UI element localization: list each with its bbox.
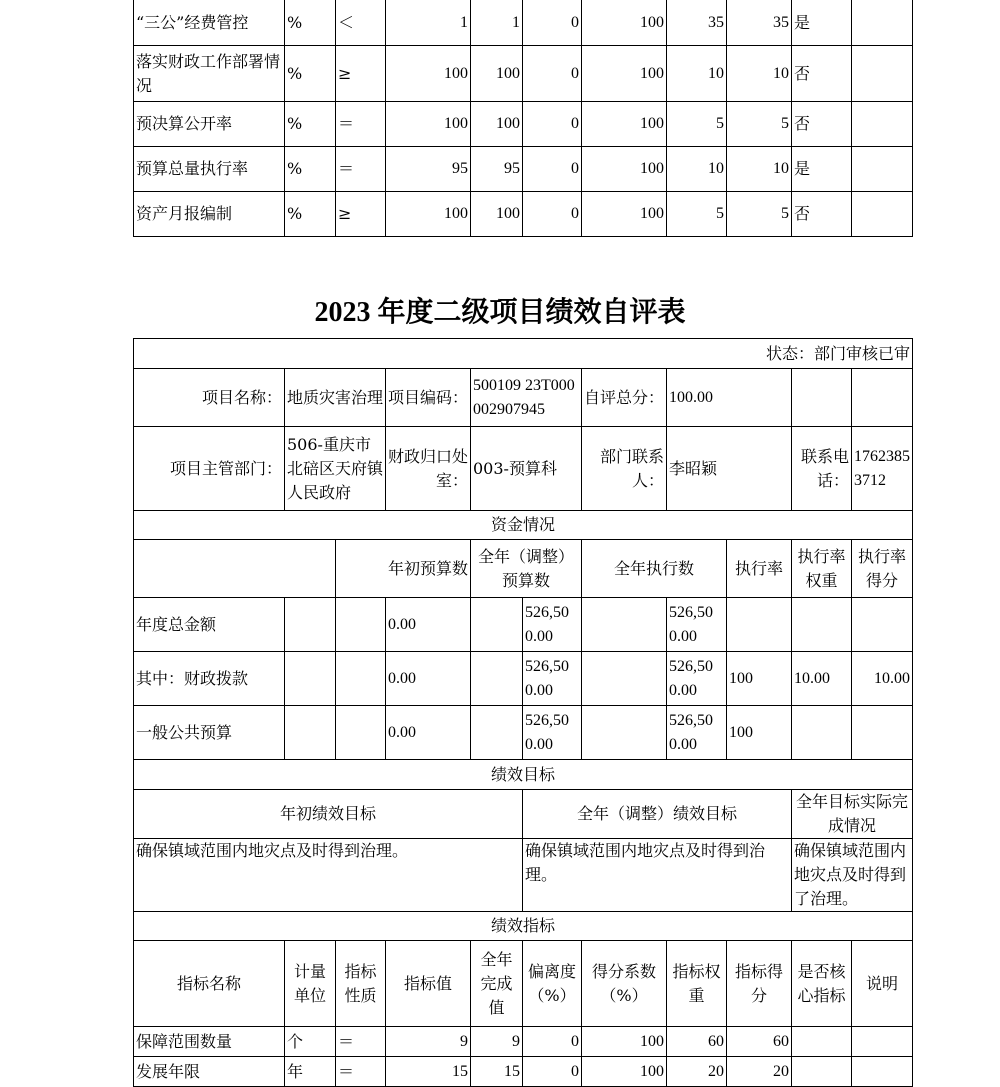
status-badge: 状态：部门审核已审 bbox=[134, 339, 913, 369]
funds-rate-score: 10.00 bbox=[852, 652, 913, 706]
indicator-score: 5 bbox=[727, 192, 792, 237]
indicator-coef: 100 bbox=[582, 46, 667, 102]
indicator-unit: % bbox=[285, 102, 336, 147]
funds-row-label: 其中：财政拨款 bbox=[134, 652, 285, 706]
funds-initial: 0.00 bbox=[386, 598, 471, 652]
funds-rate-score bbox=[852, 598, 913, 652]
table-row bbox=[134, 1027, 913, 1057]
contact-value: 李昭颖 bbox=[667, 427, 792, 511]
indicator-weight: 20 bbox=[667, 1057, 727, 1087]
ind-header-weight: 指标权重 bbox=[667, 941, 727, 1027]
empty-cell bbox=[852, 369, 913, 427]
indicator-unit: % bbox=[285, 0, 336, 46]
funds-adjusted: 526,500.00 bbox=[523, 652, 582, 706]
indicator-score: 35 bbox=[727, 0, 792, 46]
indicator-deviation: 0 bbox=[523, 102, 582, 147]
indicator-coef: 100 bbox=[582, 192, 667, 237]
table-row bbox=[134, 0, 913, 46]
indicator-name: 预决算公开率 bbox=[134, 102, 285, 147]
empty-cell bbox=[285, 706, 336, 760]
indicator-name: 预算总量执行率 bbox=[134, 147, 285, 192]
indicator-deviation: 0 bbox=[523, 1057, 582, 1087]
finance-office-value: 003-预算科 bbox=[471, 427, 582, 511]
funds-rate bbox=[727, 598, 792, 652]
indicator-core bbox=[792, 1057, 852, 1087]
ind-header-coef: 得分系数（%） bbox=[582, 941, 667, 1027]
empty-cell bbox=[285, 652, 336, 706]
project-code-label: 项目编码： bbox=[386, 369, 471, 427]
top-indicator-table bbox=[133, 0, 913, 237]
empty-cell bbox=[471, 598, 523, 652]
indicator-coef: 100 bbox=[582, 102, 667, 147]
funds-adjusted: 526,500.00 bbox=[523, 598, 582, 652]
indicator-value: 100 bbox=[386, 46, 471, 102]
indicator-core bbox=[792, 1027, 852, 1057]
goal-initial-text: 确保镇域范围内地灾点及时得到治理。 bbox=[134, 839, 523, 912]
empty-cell bbox=[792, 369, 852, 427]
funds-initial: 0.00 bbox=[386, 706, 471, 760]
goal-initial-label: 年初绩效目标 bbox=[134, 790, 523, 839]
indicator-score: 10 bbox=[727, 46, 792, 102]
indicator-coef: 100 bbox=[582, 1027, 667, 1057]
funds-executed: 526,500.00 bbox=[667, 706, 727, 760]
indicator-nature: ＝ bbox=[336, 147, 386, 192]
ind-header-value: 指标值 bbox=[386, 941, 471, 1027]
indicators-section-header: 绩效指标 bbox=[134, 912, 913, 941]
indicator-complete: 9 bbox=[471, 1027, 523, 1057]
indicator-weight: 60 bbox=[667, 1027, 727, 1057]
indicator-deviation: 0 bbox=[523, 147, 582, 192]
indicator-value: 9 bbox=[386, 1027, 471, 1057]
indicator-value: 100 bbox=[386, 102, 471, 147]
table-row bbox=[134, 706, 913, 760]
indicator-core: 否 bbox=[792, 102, 852, 147]
funds-executed: 526,500.00 bbox=[667, 598, 727, 652]
indicator-core: 否 bbox=[792, 46, 852, 102]
indicator-unit: % bbox=[285, 192, 336, 237]
indicator-name: 资产月报编制 bbox=[134, 192, 285, 237]
table-row bbox=[134, 46, 913, 102]
indicator-weight: 35 bbox=[667, 0, 727, 46]
indicator-note bbox=[852, 46, 913, 102]
ind-header-nature: 指标性质 bbox=[336, 941, 386, 1027]
project-name-value: 地质灾害治理 bbox=[285, 369, 386, 427]
goal-adjusted-label: 全年（调整）绩效目标 bbox=[523, 790, 792, 839]
funds-rate-weight: 10.00 bbox=[792, 652, 852, 706]
funds-row-label: 一般公共预算 bbox=[134, 706, 285, 760]
empty-cell bbox=[336, 598, 386, 652]
indicator-deviation: 0 bbox=[523, 1027, 582, 1057]
indicator-nature: ＝ bbox=[336, 1057, 386, 1087]
funds-header-rate: 执行率 bbox=[727, 540, 792, 598]
table-row bbox=[134, 147, 913, 192]
indicator-name: 保障范围数量 bbox=[134, 1027, 285, 1057]
empty-cell bbox=[582, 652, 667, 706]
ind-header-note: 说明 bbox=[852, 941, 913, 1027]
indicator-name: 落实财政工作部署情况 bbox=[134, 46, 285, 102]
indicator-deviation: 0 bbox=[523, 192, 582, 237]
indicator-coef: 100 bbox=[582, 0, 667, 46]
indicator-name: 发展年限 bbox=[134, 1057, 285, 1087]
indicator-weight: 10 bbox=[667, 147, 727, 192]
indicator-unit: 个 bbox=[285, 1027, 336, 1057]
goal-actual-label: 全年目标实际完成情况 bbox=[792, 790, 913, 839]
table-row bbox=[134, 1057, 913, 1087]
empty-cell bbox=[134, 540, 336, 598]
goal-actual-text: 确保镇域范围内地灾点及时得到了治理。 bbox=[792, 839, 913, 912]
phone-label: 联系电话： bbox=[792, 427, 852, 511]
indicator-nature: ＜ bbox=[336, 0, 386, 46]
indicator-deviation: 0 bbox=[523, 0, 582, 46]
empty-cell bbox=[336, 652, 386, 706]
funds-header-initial: 年初预算数 bbox=[336, 540, 471, 598]
indicator-note bbox=[852, 1057, 913, 1087]
indicator-unit: % bbox=[285, 46, 336, 102]
table-row bbox=[134, 102, 913, 147]
indicator-complete: 1 bbox=[471, 0, 523, 46]
funds-header-adjusted: 全年（调整）预算数 bbox=[471, 540, 582, 598]
empty-cell bbox=[336, 706, 386, 760]
ind-header-deviation: 偏离度（%） bbox=[523, 941, 582, 1027]
contact-label: 部门联系人： bbox=[582, 427, 667, 511]
page-title: 2023 年度二级项目绩效自评表 bbox=[314, 297, 686, 328]
indicator-coef: 100 bbox=[582, 1057, 667, 1087]
indicator-deviation: 0 bbox=[523, 46, 582, 102]
funds-header-rate-score: 执行率得分 bbox=[852, 540, 913, 598]
indicator-core: 否 bbox=[792, 192, 852, 237]
ind-header-score: 指标得分 bbox=[727, 941, 792, 1027]
project-name-label: 项目名称： bbox=[134, 369, 285, 427]
indicator-score: 10 bbox=[727, 147, 792, 192]
indicator-score: 5 bbox=[727, 102, 792, 147]
table-row bbox=[134, 192, 913, 237]
evaluation-table bbox=[133, 338, 913, 1087]
self-score-value: 100.00 bbox=[667, 369, 792, 427]
indicator-note bbox=[852, 192, 913, 237]
indicator-score: 20 bbox=[727, 1057, 792, 1087]
funds-initial: 0.00 bbox=[386, 652, 471, 706]
indicator-nature: ＝ bbox=[336, 102, 386, 147]
indicator-note bbox=[852, 147, 913, 192]
indicator-value: 15 bbox=[386, 1057, 471, 1087]
goal-adjusted-text: 确保镇域范围内地灾点及时得到治理。 bbox=[523, 839, 792, 912]
indicator-complete: 95 bbox=[471, 147, 523, 192]
funds-header-executed: 全年执行数 bbox=[582, 540, 727, 598]
indicator-note bbox=[852, 102, 913, 147]
ind-header-core: 是否核心指标 bbox=[792, 941, 852, 1027]
empty-cell bbox=[582, 598, 667, 652]
empty-cell bbox=[471, 706, 523, 760]
empty-cell bbox=[471, 652, 523, 706]
funds-rate-score bbox=[852, 706, 913, 760]
indicator-unit: 年 bbox=[285, 1057, 336, 1087]
funds-rate: 100 bbox=[727, 706, 792, 760]
goals-section-header: 绩效目标 bbox=[134, 760, 913, 790]
self-score-label: 自评总分： bbox=[582, 369, 667, 427]
indicator-note bbox=[852, 1027, 913, 1057]
indicator-coef: 100 bbox=[582, 147, 667, 192]
indicator-complete: 100 bbox=[471, 102, 523, 147]
indicator-weight: 5 bbox=[667, 102, 727, 147]
funds-adjusted: 526,500.00 bbox=[523, 706, 582, 760]
indicator-note bbox=[852, 0, 913, 46]
indicator-value: 1 bbox=[386, 0, 471, 46]
indicator-unit: % bbox=[285, 147, 336, 192]
indicator-name: “三公”经费管控 bbox=[134, 0, 285, 46]
indicator-complete: 100 bbox=[471, 46, 523, 102]
funds-executed: 526,500.00 bbox=[667, 652, 727, 706]
funds-rate-weight bbox=[792, 598, 852, 652]
dept-label: 项目主管部门： bbox=[134, 427, 285, 511]
empty-cell bbox=[582, 706, 667, 760]
indicator-core: 是 bbox=[792, 147, 852, 192]
phone-value: 17623853712 bbox=[852, 427, 913, 511]
funds-rate: 100 bbox=[727, 652, 792, 706]
ind-header-complete: 全年完成值 bbox=[471, 941, 523, 1027]
project-code-value: 500109 23T000002907945 bbox=[471, 369, 582, 427]
ind-header-unit: 计量单位 bbox=[285, 941, 336, 1027]
table-row bbox=[134, 652, 913, 706]
indicator-weight: 5 bbox=[667, 192, 727, 237]
funds-section-header: 资金情况 bbox=[134, 511, 913, 540]
funds-header-rate-weight: 执行率权重 bbox=[792, 540, 852, 598]
table-row bbox=[134, 598, 913, 652]
dept-value: 506-重庆市北碚区天府镇人民政府 bbox=[285, 427, 386, 511]
empty-cell bbox=[285, 598, 336, 652]
indicator-complete: 15 bbox=[471, 1057, 523, 1087]
ind-header-name: 指标名称 bbox=[134, 941, 285, 1027]
indicator-value: 95 bbox=[386, 147, 471, 192]
indicator-value: 100 bbox=[386, 192, 471, 237]
indicator-nature: ＝ bbox=[336, 1027, 386, 1057]
indicator-nature: ≥ bbox=[336, 192, 386, 237]
indicator-nature: ≥ bbox=[336, 46, 386, 102]
funds-row-label: 年度总金额 bbox=[134, 598, 285, 652]
indicator-complete: 100 bbox=[471, 192, 523, 237]
finance-office-label: 财政归口处室： bbox=[386, 427, 471, 511]
funds-rate-weight bbox=[792, 706, 852, 760]
indicator-weight: 10 bbox=[667, 46, 727, 102]
indicator-core: 是 bbox=[792, 0, 852, 46]
indicator-score: 60 bbox=[727, 1027, 792, 1057]
